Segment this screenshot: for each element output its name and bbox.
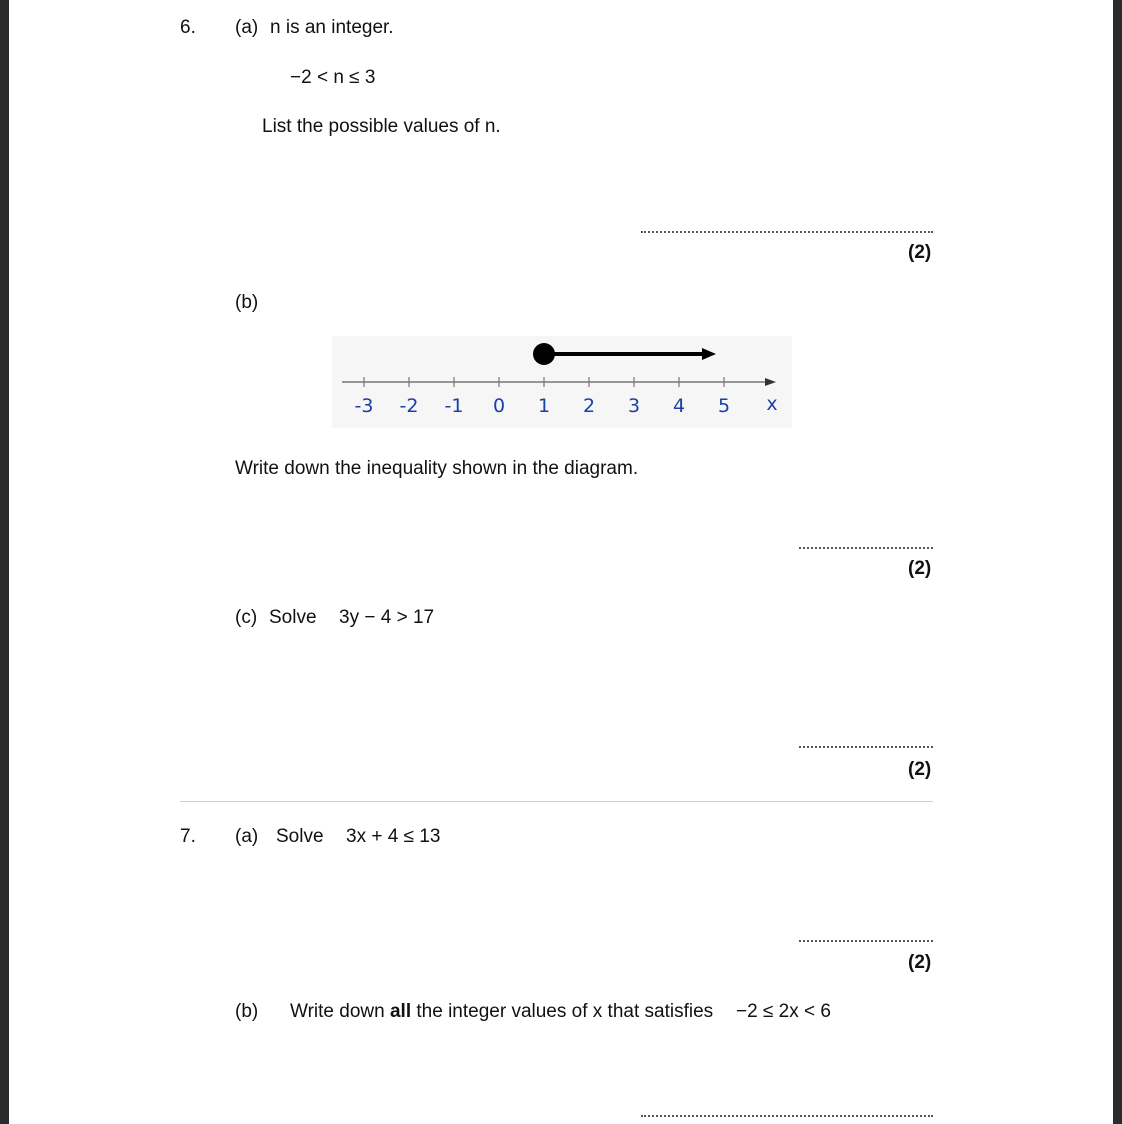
question-7-number: 7.: [180, 826, 196, 847]
q7b-text-bold: all: [389, 1001, 412, 1022]
number-line-tick-label: 5: [717, 395, 731, 417]
q7a-verb: Solve: [276, 826, 324, 847]
q7a-expression: 3x + 4 ≤ 13: [346, 826, 441, 847]
closed-circle-endpoint: [533, 343, 555, 365]
q6a-marks: (2): [908, 242, 932, 263]
solution-ray-arrowhead: [702, 348, 716, 360]
q6a-instruction: List the possible values of n.: [262, 116, 501, 137]
q6b-label: (b): [235, 292, 259, 313]
q6a-answer-line[interactable]: [641, 231, 933, 233]
number-line-tick-label: 2: [582, 395, 596, 417]
q6c-label: (c): [235, 607, 258, 628]
q7b-answer-line[interactable]: [641, 1115, 933, 1117]
number-line-tick-label: -3: [354, 395, 374, 417]
q6c-marks: (2): [908, 759, 932, 780]
q6b-marks: (2): [908, 558, 932, 579]
q7b-text-before: Write down: [290, 1001, 390, 1022]
q7b-expression: −2 ≤ 2x < 6: [736, 1001, 831, 1022]
q7b-label: (b): [235, 1001, 259, 1022]
number-line-tick-label: 4: [672, 395, 686, 417]
q7a-answer-line[interactable]: [799, 940, 933, 942]
q7b-instruction: [290, 1002, 713, 1021]
q6b-answer-line[interactable]: [799, 547, 933, 549]
number-line-tick-label: 0: [492, 395, 506, 417]
q6b-instruction: Write down the inequality shown in the diagram.: [235, 458, 639, 479]
number-line-tick-label: 3: [627, 395, 641, 417]
q7a-label: (a): [235, 826, 259, 847]
q6c-verb: Solve: [269, 607, 317, 628]
number-line-diagram: [332, 336, 792, 428]
question-divider: [180, 801, 933, 802]
number-line-tick-label: -2: [399, 395, 419, 417]
number-line-axis-label: x: [766, 393, 778, 415]
worksheet-page: [9, 0, 1113, 1124]
q7b-text-after: the integer values of x that satisfies: [411, 1001, 714, 1022]
number-line-svg: [332, 336, 792, 428]
number-line-axis-arrowhead: [765, 378, 776, 386]
q6c-expression: 3y − 4 > 17: [339, 607, 435, 628]
q6a-inequality: −2 < n ≤ 3: [290, 67, 376, 88]
q6c-answer-line[interactable]: [799, 746, 933, 748]
q6a-label: (a): [235, 17, 259, 38]
number-line-tick-label: 1: [537, 395, 551, 417]
number-line-tick-label: -1: [444, 395, 464, 417]
q7a-marks: (2): [908, 952, 932, 973]
q6a-stem: n is an integer.: [270, 17, 394, 38]
question-6-number: 6.: [180, 17, 196, 38]
